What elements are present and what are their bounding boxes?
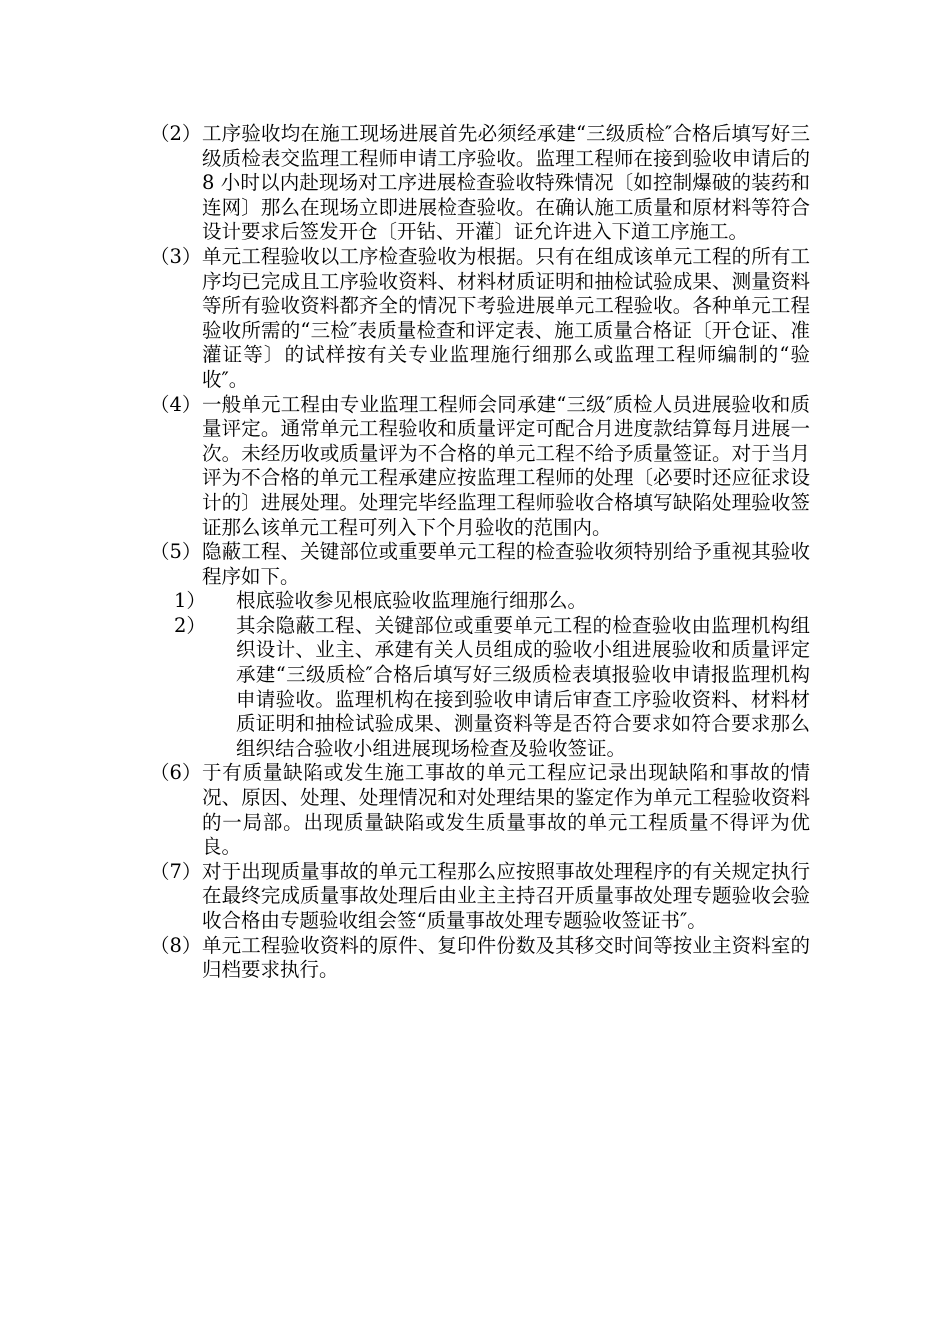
item-text: 一般单元工程由专业监理工程师会同承建“三级″质检人员进展验收和质量评定。通常单元工程验收和质量评定可配合月进度款结算每月进展一次。未经历收或质量评为不合格的单元工程不给予质量签证。对于当月评为不合格的单元工程承建应按监理工程师的处理〔必要时还应征求设计的〕进展处理。处理完毕经监理工程师验收合格填写缺陷处理验收签证那么该单元工程可列入下个月验收的范围内。: [202, 392, 810, 539]
item-number: （4）: [150, 392, 202, 416]
sub-item-1: [150, 589, 810, 614]
list-item-2: [150, 122, 810, 245]
sub-item-text: 其余隐蔽工程、关键部位或重要单元工程的检查验收由监理机构组织设计、业主、承建有关人员组成的验收小组进展验收和质量评定承建“三级质检″合格后填写好三级质检表填报验收申请报监理机构申请验收。监理机构在接到验收申请后审查工序验收资料、材料材质证明和抽检试验成果、测量资料等是否符合要求如符合要求那么组织结合验收小组进展现场检查及验收签证。: [236, 613, 810, 760]
sub-item-number: 2）: [174, 613, 206, 637]
list-item-8: [150, 934, 810, 983]
document-body: [150, 122, 810, 983]
list-item-6: [150, 761, 810, 859]
item-number: （5）: [150, 540, 202, 564]
item-text: 单元工程验收以工序检查验收为根据。只有在组成该单元工程的所有工序均已完成且工序验收资料、材料材质证明和抽检试验成果、测量资料等所有验收资料都齐全的情况下考验进展单元工程验收。各种单元工程验收所需的“三检″表质量检查和评定表、施工质量合格证〔开仓证、准灌证等〕的试样按有关专业监理施行细那么或监理工程师编制的“验收″。: [202, 244, 810, 391]
item-text: 隐蔽工程、关键部位或重要单元工程的检查验收须特别给予重视其验收程序如下。: [202, 540, 810, 588]
list-item-7: [150, 860, 810, 934]
item-number: （7）: [150, 859, 202, 883]
item-number: （6）: [150, 761, 202, 785]
item-number: （8）: [150, 933, 202, 957]
list-item-4: [150, 393, 810, 541]
item-text: 对于出现质量事故的单元工程那么应按照事故处理程序的有关规定执行在最终完成质量事故处理后由业主主持召开质量事故处理专题验收会验收合格由专题验收组会签“质量事故处理专题验收签证书″。: [202, 859, 810, 932]
item-text: 于有质量缺陷或发生施工事故的单元工程应记录出现缺陷和事故的情况、原因、处理、处理情况和对处理结果的鉴定作为单元工程验收资料的一局部。出现质量缺陷或发生质量事故的单元工程质量不得评为优良。: [202, 761, 810, 859]
item-number: （3）: [150, 244, 202, 268]
item-text: 工序验收均在施工现场进展首先必须经承建“三级质检″合格后填写好三级质检表交监理工程师申请工序验收。监理工程师在接到验收申请后的 8 小时以内赴现场对工序进展检查验收特殊情况〔如控制爆破的装药和连网〕那么在现场立即进展检查验收。在确认施工质量和原材料等符合设计要求后签发开仓〔开钻、开灌〕证允许进入下道工序施工。: [202, 122, 810, 244]
list-item-5: [150, 540, 810, 589]
sub-item-text: 根底验收参见根底验收监理施行细那么。: [236, 589, 588, 613]
item-text: 单元工程验收资料的原件、复印件份数及其移交时间等按业主资料室的归档要求执行。: [202, 933, 810, 982]
sub-item-number: 1）: [174, 589, 206, 613]
item-number: （2）: [150, 122, 202, 145]
list-item-3: [150, 245, 810, 393]
sub-item-2: [150, 614, 810, 762]
